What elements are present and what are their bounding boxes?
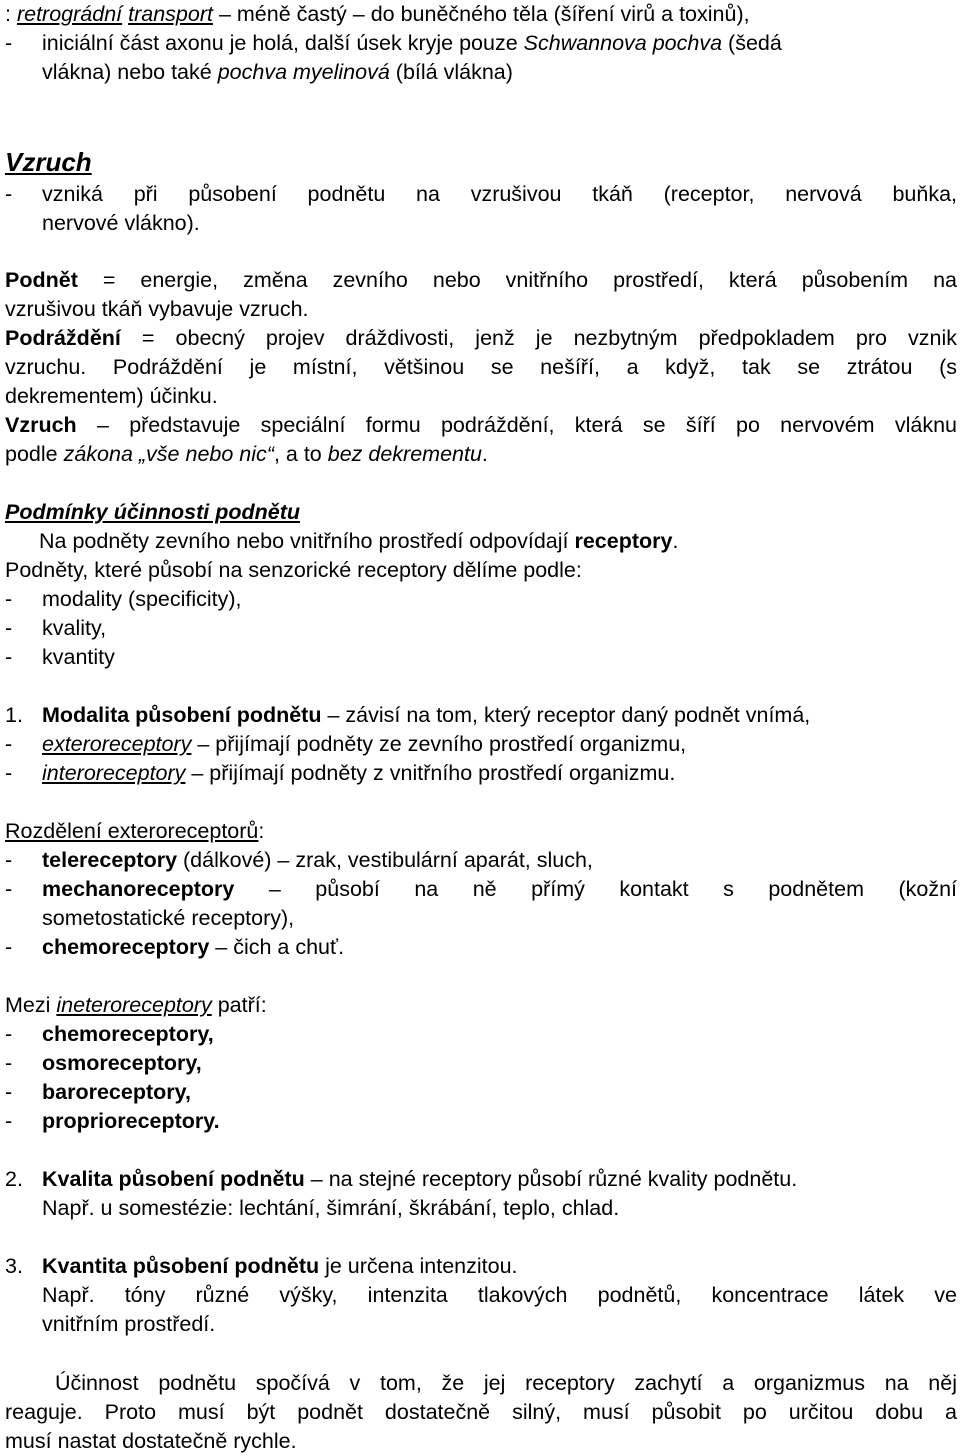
text: – přijímají podněty ze zevního prostředí organizmu, bbox=[191, 732, 687, 756]
text: nervové vlákno). bbox=[42, 211, 200, 235]
text-line bbox=[5, 266, 957, 294]
text: je místní, většinou se nešíří, a když, tak se ztrátou (s bbox=[222, 355, 957, 379]
text: – představuje speciální formu podráždění, která se šíří po nervovém vláknu bbox=[76, 413, 957, 437]
numbered-item bbox=[5, 1165, 957, 1193]
list-item bbox=[5, 614, 957, 642]
dash: - bbox=[5, 1109, 13, 1133]
text-line bbox=[5, 324, 957, 352]
text: . bbox=[481, 442, 488, 466]
term: Podnět bbox=[5, 268, 78, 292]
numbered-item bbox=[5, 1252, 957, 1280]
text: Podněty, které působí na senzorické receptory dělíme podle: bbox=[5, 558, 582, 582]
text: Na podněty zevního nebo vnitřního prostředí odpovídají bbox=[39, 529, 575, 553]
text: (bílá vlákna) bbox=[389, 60, 513, 84]
text: – přijímají podněty z vnitřního prostředí organizmu. bbox=[185, 761, 676, 785]
dash: - bbox=[5, 645, 13, 669]
text-line bbox=[5, 411, 957, 439]
term: transport bbox=[128, 2, 213, 26]
text-line bbox=[5, 353, 957, 381]
text-line bbox=[42, 1310, 957, 1338]
numbered-item bbox=[5, 701, 957, 729]
term: Kvalita působení podnětu bbox=[42, 1167, 305, 1191]
text-line bbox=[5, 556, 957, 584]
dash: - bbox=[5, 935, 13, 959]
term: Modalita působení podnětu bbox=[42, 703, 322, 727]
text: = energie, změna zevního nebo vnitřního prostředí, která působením na bbox=[77, 268, 957, 292]
text-line bbox=[5, 1427, 957, 1455]
term: interoreceptory bbox=[42, 761, 186, 785]
text: patří: bbox=[211, 993, 267, 1017]
item-number: 3. bbox=[5, 1254, 23, 1278]
term: exteroreceptory bbox=[42, 732, 192, 756]
heading-text: Podmínky účinnosti podnětu bbox=[5, 500, 301, 524]
term: pochva myelinová bbox=[217, 60, 390, 84]
dash: - bbox=[5, 616, 13, 640]
dash: - bbox=[5, 732, 13, 756]
term: Kvantita působení podnětu bbox=[42, 1254, 320, 1278]
text-line bbox=[42, 1194, 957, 1222]
list-item bbox=[5, 585, 957, 613]
list-item bbox=[5, 933, 957, 961]
list-item bbox=[5, 1107, 957, 1135]
text: (šedá bbox=[722, 31, 782, 55]
term: chemoreceptory, bbox=[42, 1022, 214, 1046]
term: osmoreceptory, bbox=[42, 1051, 202, 1075]
term: receptory bbox=[574, 529, 673, 553]
term: mechanoreceptory bbox=[42, 877, 235, 901]
text-line bbox=[5, 440, 957, 468]
text: Mezi bbox=[5, 993, 57, 1017]
term: bez dekrementu bbox=[327, 442, 482, 466]
text: – na stejné receptory působí různé kvality podnětu. bbox=[304, 1167, 798, 1191]
term: chemoreceptory bbox=[42, 935, 210, 959]
text-line bbox=[5, 382, 957, 410]
text: Podráždění bbox=[86, 355, 223, 379]
term: Vzruch bbox=[5, 413, 77, 437]
list-item bbox=[5, 1078, 957, 1106]
heading-text: Rozdělení exteroreceptorů bbox=[5, 819, 259, 843]
text: – působí na ně přímý kontakt s podnětem (kožní bbox=[234, 877, 957, 901]
text: modality (specificity), bbox=[42, 587, 242, 611]
text: kvantity bbox=[42, 645, 115, 669]
text: : bbox=[5, 2, 17, 26]
section-heading bbox=[5, 498, 957, 526]
text-line bbox=[5, 991, 957, 1019]
dash: - bbox=[5, 1022, 13, 1046]
term: baroreceptory, bbox=[42, 1080, 191, 1104]
text-line bbox=[42, 58, 957, 86]
text-line bbox=[5, 29, 957, 57]
text-line bbox=[5, 1369, 957, 1397]
text: : bbox=[258, 819, 265, 843]
text: . bbox=[672, 529, 679, 553]
text: (dálkové) – zrak, vestibulární aparát, sluch, bbox=[177, 848, 593, 872]
dash: - bbox=[5, 761, 13, 785]
text: iniciální část axonu je holá, další úsek kryje pouze bbox=[42, 31, 524, 55]
text: , a to bbox=[273, 442, 328, 466]
text-line bbox=[5, 527, 960, 555]
term: ineteroreceptory bbox=[56, 993, 212, 1017]
text: – čich a chuť. bbox=[209, 935, 345, 959]
text: = obecný projev dráždivosti, jenž je nezbytným předpokladem pro vznik bbox=[120, 326, 957, 350]
list-item bbox=[5, 643, 957, 671]
term: zákona „vše nebo nic“ bbox=[63, 442, 274, 466]
term: Schwannova pochva bbox=[523, 31, 723, 55]
text: vzruchu. bbox=[5, 355, 87, 379]
text: kvality, bbox=[42, 616, 107, 640]
text-line bbox=[42, 904, 957, 932]
dash: - bbox=[5, 848, 13, 872]
term: Podráždění bbox=[5, 326, 121, 350]
section-heading bbox=[5, 146, 957, 178]
text: musí nastat dostatečně rychle. bbox=[5, 1429, 297, 1453]
text-line bbox=[5, 295, 957, 323]
dash: - bbox=[5, 587, 13, 611]
text: reaguje. Proto musí být podnět dostatečně silný, musí působit po určitou dobu a bbox=[5, 1400, 957, 1424]
text-line bbox=[42, 1281, 957, 1309]
dash: - bbox=[5, 1080, 13, 1104]
list-item bbox=[5, 846, 957, 874]
text: dekrementem) účinku. bbox=[5, 384, 218, 408]
text: – závisí na tom, který receptor daný podnět vnímá, bbox=[321, 703, 811, 727]
text: – méně častý – do buněčného těla (šíření virů a toxinů), bbox=[212, 2, 750, 26]
term: telereceptory bbox=[42, 848, 178, 872]
dash: - bbox=[5, 182, 13, 206]
text: Např. u somestézie: lechtání, šimrání, škrábání, teplo, chlad. bbox=[42, 1196, 620, 1220]
text-line bbox=[5, 0, 957, 28]
dash: - bbox=[5, 877, 13, 901]
text: vnitřním prostředí. bbox=[42, 1312, 216, 1336]
text: vlákna) nebo také bbox=[42, 60, 218, 84]
dash: - bbox=[5, 31, 13, 55]
list-item bbox=[5, 1020, 957, 1048]
list-item bbox=[5, 730, 957, 758]
list-item bbox=[5, 875, 957, 903]
term: proprioreceptory. bbox=[42, 1109, 220, 1133]
text: Např. tóny různé výšky, intenzita tlakových podnětů, koncentrace látek ve bbox=[42, 1283, 957, 1307]
text: je určena intenzitou. bbox=[319, 1254, 518, 1278]
list-item bbox=[5, 759, 957, 787]
item-number: 1. bbox=[5, 703, 23, 727]
text: Účinnost podnětu spočívá v tom, že jej receptory zachytí a organizmus na něj bbox=[55, 1371, 957, 1395]
text: vzrušivou tkáň vybavuje vzruch. bbox=[5, 297, 309, 321]
item-number: 2. bbox=[5, 1167, 23, 1191]
section-heading bbox=[5, 817, 957, 845]
text: podle bbox=[5, 442, 64, 466]
text-line bbox=[5, 180, 957, 208]
dash: - bbox=[5, 1051, 13, 1075]
list-item bbox=[5, 1049, 957, 1077]
text: sometostatické receptory), bbox=[42, 906, 295, 930]
text-line bbox=[42, 209, 957, 237]
term: retrográdní bbox=[16, 2, 123, 26]
text: vzniká při působení podnětu na vzrušivou tkáň (receptor, nervová buňka, bbox=[42, 182, 957, 206]
heading-text: Vzruch bbox=[5, 147, 92, 177]
text-line bbox=[5, 1398, 957, 1426]
